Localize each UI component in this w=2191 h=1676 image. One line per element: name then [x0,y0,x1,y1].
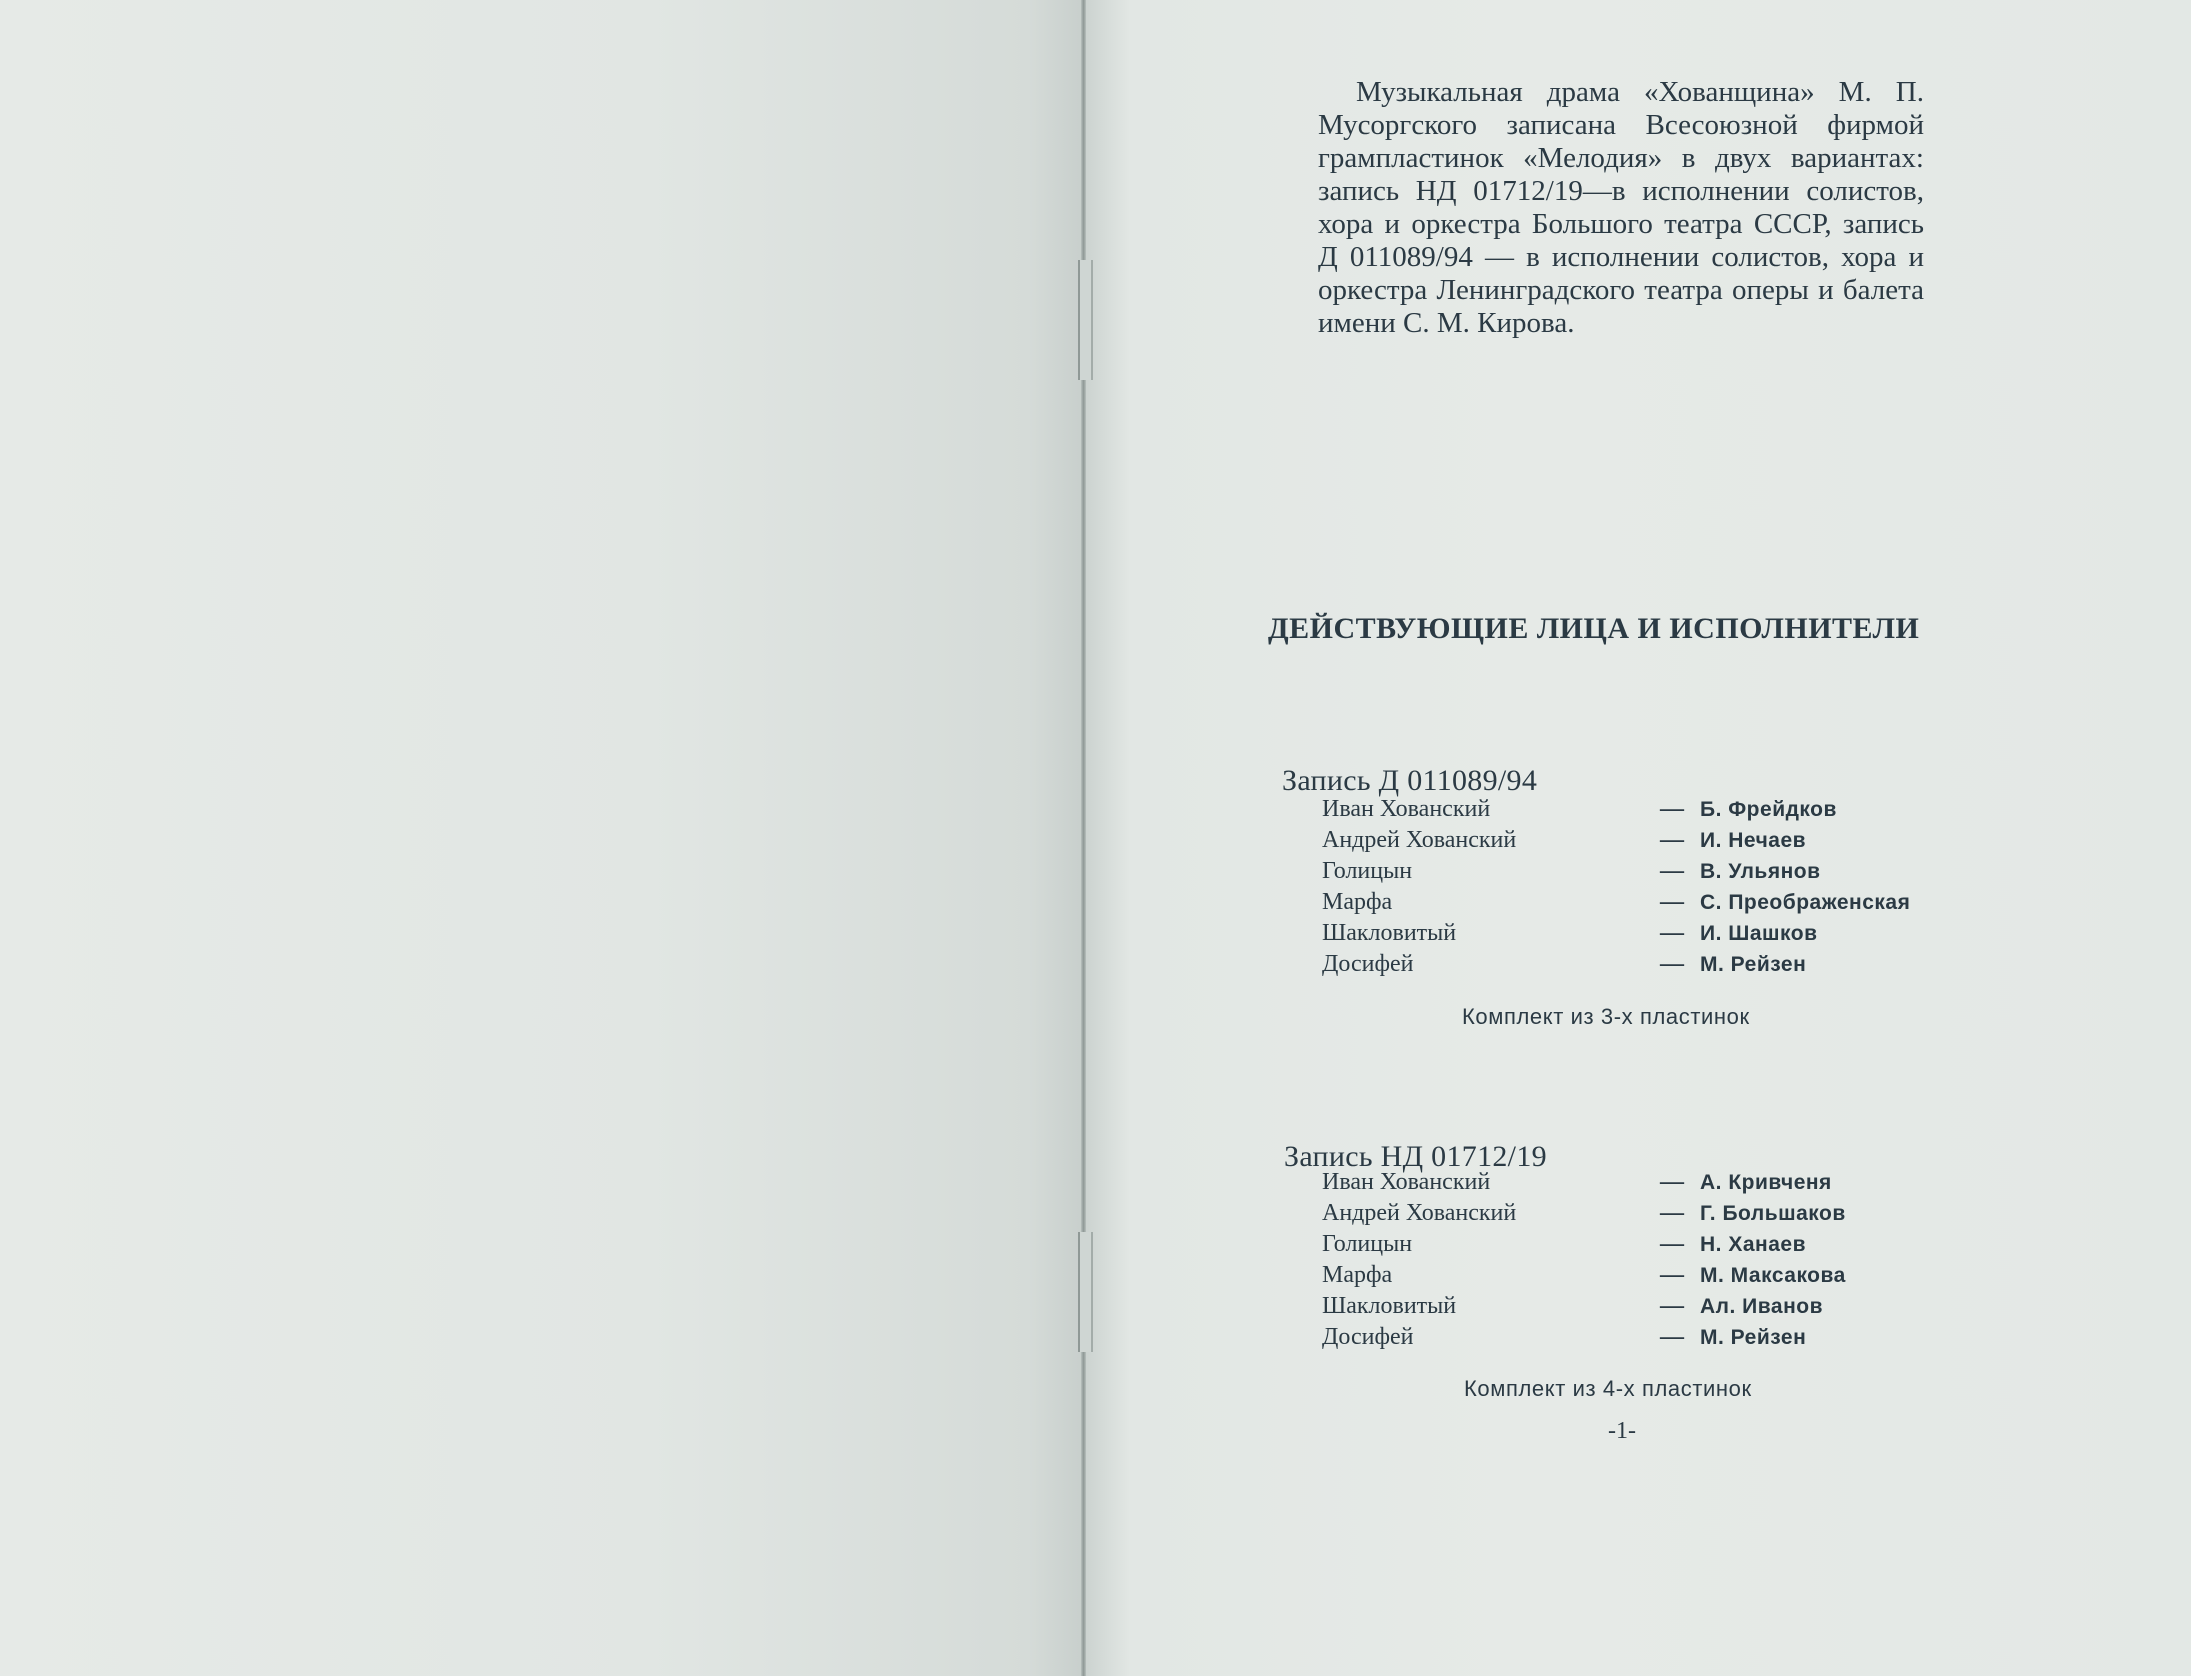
performer-name: С. Преображенская [1700,891,1911,914]
cast-row [1322,1198,2102,1229]
cast-row [1322,856,2102,887]
cast-heading: ДЕЙСТВУЮЩИЕ ЛИЦА И ИСПОЛНИТЕЛИ [1268,612,1920,645]
set-note: Комплект из 3-х пластинок [1462,1004,1750,1029]
page-number: -1- [1608,1418,1636,1444]
performer-name: М. Максакова [1700,1264,1846,1287]
cast-row [1322,918,2102,949]
cast-row [1322,794,2102,825]
role-name: Шакловитый [1322,920,1457,946]
dash-separator: — [1660,858,1684,884]
performer-name: В. Ульянов [1700,860,1821,883]
cast-row [1322,1322,2102,1353]
staple-top [1078,260,1093,380]
role-name: Иван Хованский [1322,1169,1491,1195]
dash-separator: — [1660,1262,1684,1288]
dash-separator: — [1660,796,1684,822]
cast-row [1322,1167,2102,1198]
performer-name: М. Рейзен [1700,953,1807,976]
dash-separator: — [1660,1200,1684,1226]
dash-separator: — [1660,889,1684,915]
cast-row [1322,887,2102,918]
role-name: Досифей [1322,1324,1414,1350]
performer-name: М. Рейзен [1700,1326,1807,1349]
performer-name: И. Шашков [1700,922,1818,945]
role-name: Марфа [1322,1262,1393,1288]
role-name: Голицын [1322,858,1413,884]
intro-paragraph: Музыкальная драма «Хованщина» М. П. Мусоргского записана Всесоюзной фирмой грампластинок «Мелодия» в двух вариантах: запись НД 01712/19—в исполнении солистов, хора и оркестра Большого театра СССР, запись Д 011089/94 — в исполнении солистов, хора и оркестра Ленинградского театра оперы и балета имени С. М. Кирова. [1318,76,1924,339]
role-name: Марфа [1322,889,1393,915]
role-name: Иван Хованский [1322,796,1491,822]
staple-bottom [1078,1232,1093,1352]
performer-name: Г. Большаков [1700,1202,1846,1225]
cast-row [1322,825,2102,856]
recording-title: Запись Д 011089/94 [1282,764,1538,797]
cast-row [1322,1229,2102,1260]
dash-separator: — [1660,1324,1684,1350]
performer-name: И. Нечаев [1700,829,1807,852]
cast-row [1322,1291,2102,1322]
role-name: Андрей Хованский [1322,827,1517,853]
dash-separator: — [1660,1169,1684,1195]
cast-row [1322,1260,2102,1291]
booklet-spine [1081,0,1086,1676]
performer-name: Ал. Иванов [1700,1295,1824,1318]
dash-separator: — [1660,827,1684,853]
set-note: Комплект из 4-х пластинок [1464,1376,1752,1401]
performer-name: А. Кривченя [1700,1171,1832,1194]
dash-separator: — [1660,1293,1684,1319]
dash-separator: — [1660,920,1684,946]
dash-separator: — [1660,951,1684,977]
role-name: Голицын [1322,1231,1413,1257]
role-name: Досифей [1322,951,1414,977]
role-name: Андрей Хованский [1322,1200,1517,1226]
left-page-blank [0,0,1083,1676]
performer-name: Н. Ханаев [1700,1233,1806,1256]
recording-title: Запись НД 01712/19 [1284,1140,1547,1173]
cast-row [1322,949,2102,980]
performer-name: Б. Фрейдков [1700,798,1837,821]
dash-separator: — [1660,1231,1684,1257]
role-name: Шакловитый [1322,1293,1457,1319]
